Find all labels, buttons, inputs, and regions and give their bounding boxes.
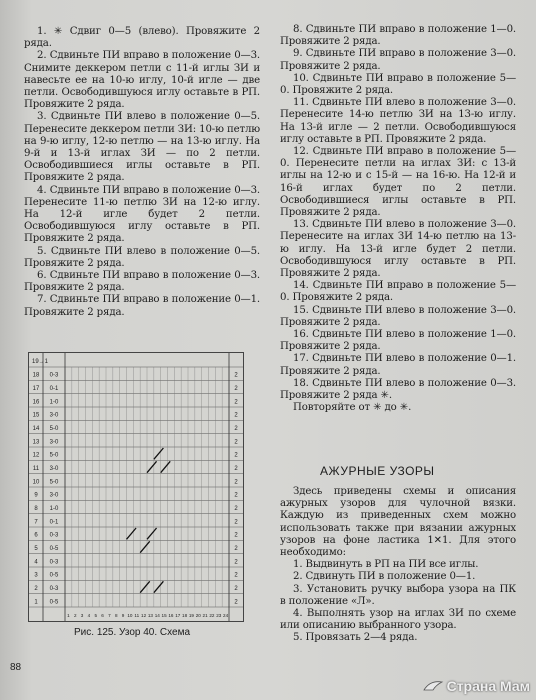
watermark-text: Страна Мам — [446, 678, 530, 694]
right-paragraph-18: 18. Сдвиньте ПИ влево в положение 0—3. Провяжите 2 ряда ✳. — [280, 377, 516, 402]
chart-column-number: 17 — [175, 613, 181, 618]
right-paragraph-14: 14. Сдвиньте ПИ вправо в положение 5—0. Провяжите 2 ряда. — [280, 280, 516, 304]
chart-row-position: 3-0 — [49, 439, 59, 446]
right-paragraph-16: 16. Сдвиньте ПИ влево в положение 1—0. Провяжите 2 ряда. — [280, 329, 516, 353]
chart-row-count: 2 — [234, 572, 238, 579]
right-paragraph-12: 12. Сдвиньте ПИ вправо в положение 5—0. Перенесите петли на иглах ЗИ: с 13-й иглы на 12-ю и с 15-й — на 16-ю. На 12-й и 16-й иглах будет по 2 петли. Освободившиеся иглы оставьте в РП. Провяжите 2 ряда. — [280, 146, 516, 219]
watermark-logo — [422, 678, 530, 694]
section-step-4: 4. Выполнять узор на иглах ЗИ по схеме или описанию выбранного узора. — [280, 608, 516, 632]
repeat-note: Повторяйте от ✳ до ✳. — [293, 402, 412, 414]
left-text-column — [24, 26, 260, 319]
chart-row-position: 5-0 — [49, 425, 59, 432]
chart-row-position: 0-1 — [49, 385, 59, 392]
right-text-column — [280, 24, 516, 415]
chart-column-number: 15 — [161, 613, 167, 618]
right-paragraph-8: 8. Сдвиньте ПИ вправо в положение 1—0. Провяжите 2 ряда. — [280, 24, 516, 48]
right-paragraph-13: 13. Сдвиньте ПИ влево в положение 3—0. Перенесите на иглах ЗИ 14-ю петлю на 13-ю иглу. На 13-й игле будет 2 петли. Освободившуюся иглу оставьте в РП. Провяжите 2 ряда. — [280, 219, 516, 280]
chart-row-count: 2 — [234, 385, 238, 392]
chart-column-number: 23 — [216, 613, 222, 618]
chart-row-number: 15 — [32, 412, 40, 419]
chart-row-number: 3 — [34, 572, 38, 579]
transfer-mark — [161, 461, 171, 472]
chart-row-position: 0-5 — [49, 545, 59, 552]
transfer-mark — [140, 541, 150, 552]
transfer-mark — [154, 581, 164, 592]
chart-column-number: 10 — [127, 613, 133, 618]
chart-row-count: 2 — [234, 585, 238, 592]
chart-column-number: 14 — [154, 613, 160, 618]
page-number: 88 — [10, 662, 22, 673]
transfer-mark — [147, 461, 157, 472]
left-paragraph-3: 3. Сдвиньте ПИ влево в положение 0—5. Перенесите деккером петли ЗИ: 10-ю петлю на 9-ю иглу, 12-ю петлю — на 13-ю иглу. На 9-й и 13-й иглах ЗИ — по 2 петли. Освободившиеся иглы оставьте в РП. Провяжите 2 ряда. — [24, 111, 260, 184]
chart-row-number: 5 — [34, 545, 38, 552]
left-paragraph-1: 1. ✳ Сдвиг 0—5 (влево). Провяжите 2 ряда. — [24, 26, 260, 50]
chart-row-number: 7 — [34, 519, 38, 526]
chart-row-count: 2 — [234, 412, 238, 419]
left-paragraph-6: 6. Сдвиньте ПИ вправо в положение 0—3. Провяжите 2 ряда. — [24, 270, 260, 294]
left-paragraph-7: 7. Сдвиньте ПИ вправо в положение 0—1. Провяжите 2 ряда. — [24, 294, 260, 318]
chart-row-number: 12 — [32, 452, 40, 459]
chart-row-number: 13 — [32, 439, 40, 446]
chart-row-number: 16 — [32, 399, 40, 406]
right-paragraph-9: 9. Сдвиньте ПИ вправо в положение 3—0. Провяжите 2 ряда. — [280, 48, 516, 72]
chart-column-number: 24 — [223, 613, 229, 618]
stork-icon — [422, 678, 444, 694]
figure-caption: Рис. 125. Узор 40. Схема — [74, 627, 191, 638]
chart-row-position: 5-0 — [49, 452, 59, 459]
chart-row-count: 2 — [234, 399, 238, 406]
chart-column-number: 11 — [134, 613, 140, 618]
section-step-5: 5. Провязать 2—4 ряда. — [293, 632, 418, 644]
chart-column-number: 8 — [114, 613, 118, 618]
chart-column-number: 21 — [202, 613, 208, 618]
chart-row-position: 0-1 — [49, 519, 59, 526]
chart-row-count: 2 — [234, 599, 238, 606]
chart-row-count: 2 — [234, 519, 238, 526]
chart-row-position: 0-5 — [49, 599, 59, 606]
chart-row-number: 1 — [34, 599, 38, 606]
pattern-chart-figure — [28, 352, 244, 622]
section-step-3: 3. Установить ручку выбора узора на ПК в положение «Л». — [280, 583, 516, 607]
chart-row-number: 4 — [34, 559, 38, 566]
chart-column-number: 1 — [67, 613, 70, 618]
chart-row-number: 9 — [34, 492, 38, 499]
section-body — [280, 486, 516, 645]
chart-column-number: 19 — [188, 613, 194, 618]
chart-row-position: 1-0 — [49, 505, 59, 512]
transfer-mark — [154, 448, 164, 459]
chart-row-count: 2 — [234, 452, 238, 459]
chart-column-number: 16 — [168, 613, 174, 618]
chart-row-count: 2 — [234, 425, 238, 432]
chart-column-number: 9 — [121, 613, 125, 618]
chart-column-number: 12 — [141, 613, 147, 618]
chart-row-number: 6 — [34, 532, 38, 539]
chart-row-count: 2 — [234, 505, 238, 512]
chart-row-count: 2 — [234, 465, 238, 472]
left-paragraph-4: 4. Сдвиньте ПИ вправо в положение 0—3. Перенесите 11-ю петлю ЗИ на 12-ю иглу. На 12-й игле будет 2 петли. Освободившуюся иглу оставьте в РП. Провяжите 2 ряда. — [24, 184, 260, 245]
chart-column-number: 13 — [147, 613, 153, 618]
left-paragraph-2: 2. Сдвиньте ПИ вправо в положение 0—3. Снимите деккером петли с 11-й иглы ЗИ и навесьте ее на 10-ю иглу, 10-й игле — две петли. Освободившуюся иглу оставьте в РП. Провяжите 2 ряда. — [24, 50, 260, 111]
chart-row-count: 2 — [234, 492, 238, 499]
chart-row-count: 2 — [234, 545, 238, 552]
chart-column-number: 5 — [94, 613, 98, 618]
chart-row-number: 17 — [32, 385, 40, 392]
chart-row-position: 3-0 — [49, 465, 59, 472]
chart-corner-label: 19→1 — [31, 359, 49, 365]
chart-column-number: 2 — [73, 613, 77, 618]
chart-row-position: 3-0 — [49, 492, 59, 499]
chart-column-number: 4 — [87, 613, 91, 618]
chart-row-position: 0-3 — [49, 532, 59, 539]
transfer-mark — [140, 581, 150, 592]
left-paragraph-5: 5. Сдвиньте ПИ влево в положение 0—5. Провяжите 2 ряда. — [24, 245, 260, 269]
right-paragraph-11: 11. Сдвиньте ПИ влево в положение 3—0. Перенесите 14-ю петлю ЗИ на 13-ю иглу. На 13-й игле — 2 петли. Освободившуюся иглу оставьте в РП. Провяжите 2 ряда. — [280, 97, 516, 145]
chart-row-position: 5-0 — [49, 479, 59, 486]
chart-row-position: 0-3 — [49, 372, 59, 379]
chart-row-number: 10 — [32, 479, 40, 486]
right-paragraph-17: 17. Сдвиньте ПИ влево в положение 0—1. Провяжите 2 ряда. — [280, 353, 516, 377]
pattern-chart — [29, 353, 243, 621]
chart-row-count: 2 — [234, 559, 238, 566]
transfer-mark — [127, 528, 137, 539]
chart-column-number: 3 — [80, 613, 84, 618]
chart-row-count: 2 — [234, 439, 238, 446]
right-paragraph-10: 10. Сдвиньте ПИ вправо в положение 5—0. Провяжите 2 ряда. — [280, 72, 516, 97]
section-step-2: 2. Сдвинуть ПИ в положение 0—1. — [293, 571, 476, 583]
chart-row-count: 2 — [234, 372, 238, 379]
chart-row-number: 2 — [34, 585, 38, 592]
chart-row-position: 0-5 — [49, 572, 59, 579]
section-step-1: 1. Выдвинуть в РП на ПИ все иглы. — [293, 559, 479, 571]
chart-row-number: 11 — [32, 465, 40, 472]
chart-column-number: 6 — [101, 613, 104, 618]
chart-column-number: 7 — [108, 613, 111, 618]
chart-row-count: 2 — [234, 479, 238, 486]
section-intro: Здесь приведены схемы и описания ажурных узоров для чулочной вязки. Каждую из приведенных схем можно использовать также при вязании ажурных узоров на фоне ластика 1✕1. Для этого необходимо: — [280, 486, 516, 559]
transfer-mark — [147, 528, 157, 539]
chart-column-number: 22 — [209, 613, 215, 618]
chart-row-count: 2 — [234, 532, 238, 539]
section-title: АЖУРНЫЕ УЗОРЫ — [320, 464, 435, 478]
chart-row-position: 3-0 — [49, 412, 59, 419]
chart-row-position: 0-3 — [49, 585, 59, 592]
chart-row-number: 14 — [32, 425, 40, 432]
chart-row-position: 0-3 — [49, 559, 59, 566]
right-paragraph-15: 15. Сдвиньте ПИ влево в положение 3—0. Провяжите 2 ряда. — [280, 304, 516, 328]
chart-column-number: 20 — [195, 613, 201, 618]
chart-row-number: 18 — [32, 372, 40, 379]
chart-row-position: 1-0 — [49, 399, 59, 406]
chart-column-number: 18 — [182, 613, 188, 618]
chart-row-number: 8 — [34, 505, 38, 512]
